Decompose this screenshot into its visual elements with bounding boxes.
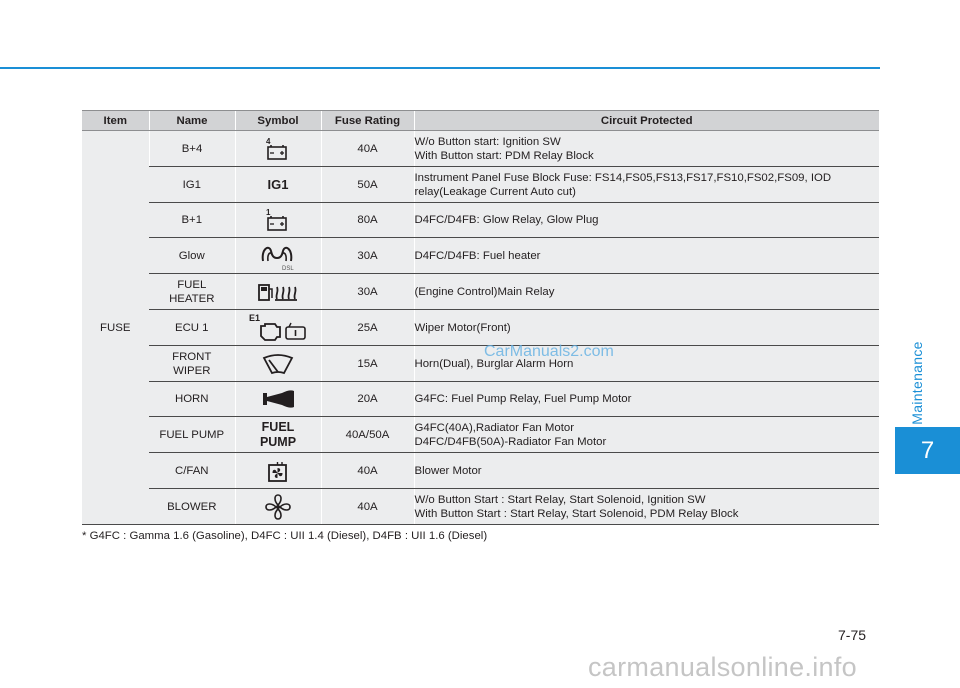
circuit-protected [414,274,879,310]
symbol-cell [235,489,321,525]
symbol-cell [235,417,321,453]
circuit-line: Horn(Dual), Burglar Alarm Horn [414,357,574,370]
engine-footnote: * G4FC : Gamma 1.6 (Gasoline), D4FC : UII 1.4 (Diesel), D4FB : UII 1.6 (Diesel) [82,530,488,542]
section-tab-label: Maintenance [909,341,925,425]
wiper-icon [260,352,296,376]
table-row [82,203,879,238]
fuel-heater-icon [256,280,300,304]
horn-icon [258,387,298,411]
fuse-name-line: FRONT [172,350,212,363]
header-item: Item [82,111,149,131]
header-symbol: Symbol [235,111,321,131]
fuse-rating: 20A [321,382,414,417]
fuel-pump-symbol-line: FUEL [261,419,295,434]
fuse-name: FUEL PUMP [149,417,235,453]
fuse-name-line: HEATER [169,292,215,305]
fuse-name: B+4 [149,131,235,167]
circuit-line: D4FC/D4FB: Glow Relay, Glow Plug [414,214,599,226]
symbol-cell [235,453,321,489]
circuit-protected [414,453,879,489]
chapter-number-box [895,427,960,474]
header-rule [0,67,880,69]
fuse-rating: 40A [321,489,414,525]
table-row [82,417,879,453]
cooling-fan-icon [263,458,293,484]
fuse-rating: 15A [321,346,414,382]
item-group-cell: FUSE [82,131,149,525]
circuit-protected [414,489,879,525]
circuit-line: With Button start: PDM Relay Block [414,149,594,162]
symbol-cell [235,167,321,203]
ig1-symbol-text: IG1 [267,177,289,192]
fuse-name: BLOWER [149,489,235,525]
circuit-line: Wiper Motor(Front) [414,321,511,334]
fuse-name-line: FUEL [177,278,207,291]
circuit-protected [414,203,879,238]
header-name: Name [149,111,235,131]
fuse-name-line: WIPER [173,364,211,377]
fuse-rating: 40A/50A [321,417,414,453]
table-header-row [82,111,879,131]
site-watermark: carmanualsonline.info [588,652,857,682]
circuit-line: D4FC/D4FB(50A)-Radiator Fan Motor [414,435,607,448]
dsl-label: DSL [282,265,294,271]
circuit-line: W/o Button Start : Start Relay, Start Solenoid, Ignition SW [414,493,706,506]
fuse-name: IG1 [149,167,235,203]
ecu-number-label: E1 [249,312,261,323]
table-row [82,131,879,167]
glow-plug-icon [257,241,299,271]
circuit-line: (Engine Control)Main Relay [414,285,555,298]
fuse-name: ECU 1 [149,310,235,346]
fuse-rating: 40A [321,453,414,489]
blower-fan-icon [262,491,294,523]
circuit-protected [414,417,879,453]
circuit-line: relay(Leakage Current Auto cut) [414,185,576,198]
symbol-cell [235,310,321,346]
table-row [82,238,879,274]
symbol-cell [235,131,321,167]
table-row [82,453,879,489]
fuse-table [82,110,879,525]
fuse-name: HORN [149,382,235,417]
circuit-protected [414,238,879,274]
battery-icon [261,136,295,162]
header-circuit-protected: Circuit Protected [414,111,879,131]
fuel-pump-symbol-line: PUMP [259,434,297,449]
circuit-protected [414,131,879,167]
battery-number-label: 1 [266,208,271,217]
circuit-protected [414,167,879,203]
carmanuals-watermark: CarManuals2.com [484,343,614,360]
page-number: 7-75 [838,627,867,643]
symbol-cell [235,346,321,382]
fuse-rating: 30A [321,238,414,274]
fuse-name [149,346,235,382]
circuit-line: G4FC(40A),Radiator Fan Motor [414,421,575,434]
section-tab [906,338,928,428]
circuit-protected [414,310,879,346]
fuse-rating: 40A [321,131,414,167]
fuse-rating: 30A [321,274,414,310]
engine-ecu-icon [247,312,309,344]
fuse-name [149,274,235,310]
fuse-name: B+1 [149,203,235,238]
symbol-cell [235,238,321,274]
chapter-number: 7 [920,436,935,464]
circuit-line: With Button Start : Start Relay, Start Solenoid, PDM Relay Block [414,507,739,520]
circuit-protected [414,382,879,417]
circuit-line: W/o Button start: Ignition SW [414,135,561,148]
battery-icon [261,207,295,233]
circuit-line: D4FC/D4FB: Fuel heater [414,249,541,262]
table-row [82,489,879,525]
table-row [82,274,879,310]
fuse-rating: 25A [321,310,414,346]
symbol-cell [235,274,321,310]
table-row [82,382,879,417]
circuit-line: Blower Motor [414,464,482,477]
symbol-cell [235,382,321,417]
table-row [82,346,879,382]
fuse-name: C/FAN [149,453,235,489]
fuse-name: Glow [149,238,235,274]
table-row [82,167,879,203]
fuse-rating: 50A [321,167,414,203]
circuit-line: Instrument Panel Fuse Block Fuse: FS14,FS05,FS13,FS17,FS10,FS02,FS09, IOD [414,171,832,184]
circuit-line: G4FC: Fuel Pump Relay, Fuel Pump Motor [414,393,632,405]
header-fuse-rating: Fuse Rating [321,111,414,131]
fuse-rating: 80A [321,203,414,238]
battery-number-label: 4 [266,136,271,146]
symbol-cell [235,203,321,238]
table-row [82,310,879,346]
